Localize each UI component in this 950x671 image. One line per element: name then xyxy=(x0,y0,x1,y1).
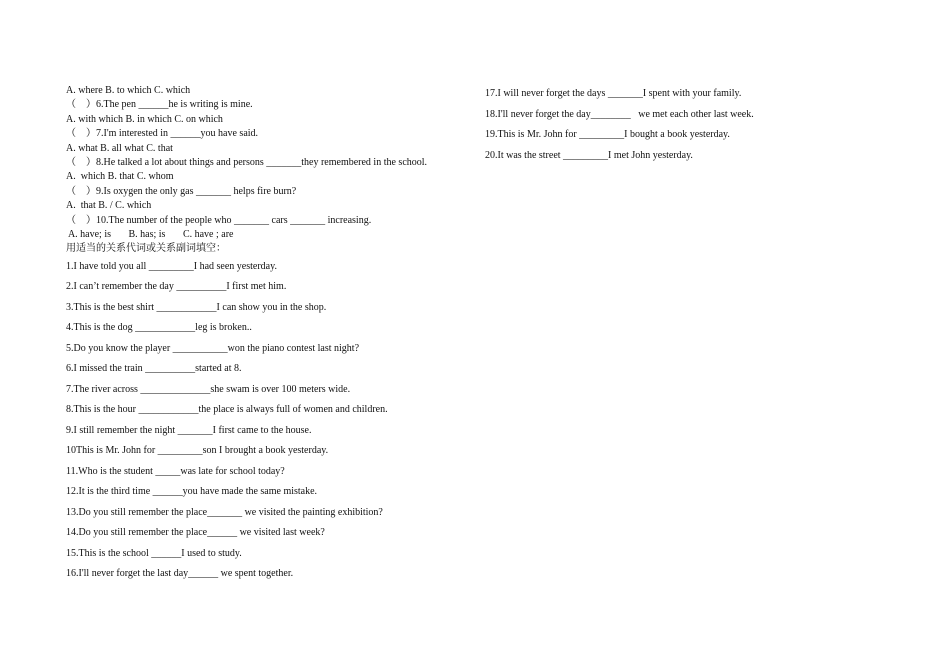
fill-question: 10This is Mr. John for _________son I brought a book yesterday. xyxy=(66,445,329,457)
fill-question: 7.The river across ______________she swam is over 100 meters wide. xyxy=(66,383,351,395)
question-line: （ ）9.Is oxygen the only gas _______ helps fire burn? xyxy=(66,185,297,197)
fill-question: 19.This is Mr. John for _________I bought a book yesterday. xyxy=(485,129,730,141)
options-line: A. what B. all what C. that xyxy=(66,142,173,154)
fill-question: 18.I'll never forget the day________ we met each other last week. xyxy=(485,108,754,120)
section-heading: 用适当的关系代词或关系副词填空： xyxy=(66,243,226,255)
fill-question: 6.I missed the train __________started at 8. xyxy=(66,363,242,375)
question-line: （ ）10.The number of the people who _______ cars _______ increasing. xyxy=(66,214,372,226)
options-line: A. which B. that C. whom xyxy=(66,171,174,183)
fill-question: 5.Do you know the player ___________won the piano contest last night? xyxy=(66,342,360,354)
fill-question: 12.It is the third time ______you have made the same mistake. xyxy=(66,486,318,498)
options-line: A. with which B. in which C. on which xyxy=(66,113,223,125)
fill-question: 15.This is the school ______I used to study. xyxy=(66,547,242,559)
fill-question: 4.This is the dog ____________leg is broken.. xyxy=(66,322,252,334)
fill-question: 14.Do you still remember the place______ we visited last week? xyxy=(66,527,325,539)
fill-question: 3.This is the best shirt ____________I can show you in the shop. xyxy=(66,301,327,313)
fill-question: 2.I can’t remember the day __________I first met him. xyxy=(66,281,287,293)
fill-question: 11.Who is the student _____was late for school today? xyxy=(66,465,285,477)
options-line: A. have; is B. has; is C. have ; are xyxy=(66,229,234,241)
question-line: （ ）8.He talked a lot about things and persons _______they remembered in the school. xyxy=(66,157,428,169)
options-line: A. where B. to which C. which xyxy=(66,85,191,96)
fill-question: 1.I have told you all _________I had seen yesterday. xyxy=(66,260,277,272)
question-line: （ ）6.The pen ______he is writing is mine. xyxy=(66,99,253,111)
fill-question: 9.I still remember the night _______I first came to the house. xyxy=(66,424,312,436)
question-line: （ ）7.I'm interested in ______you have said. xyxy=(66,128,259,140)
right-column xyxy=(485,84,925,166)
options-line: A. that B. / C. which xyxy=(66,200,152,212)
left-column xyxy=(66,84,466,585)
fill-question: 17.I will never forget the days _______I spent with your family. xyxy=(485,88,742,99)
fill-question: 8.This is the hour ____________the place is always full of women and children. xyxy=(66,404,388,416)
fill-question: 20.It was the street _________I met John yesterday. xyxy=(485,149,693,161)
fill-question: 13.Do you still remember the place_______ we visited the painting exhibition? xyxy=(66,506,383,518)
fill-question: 16.I'll never forget the last day______ we spent together. xyxy=(66,568,294,580)
